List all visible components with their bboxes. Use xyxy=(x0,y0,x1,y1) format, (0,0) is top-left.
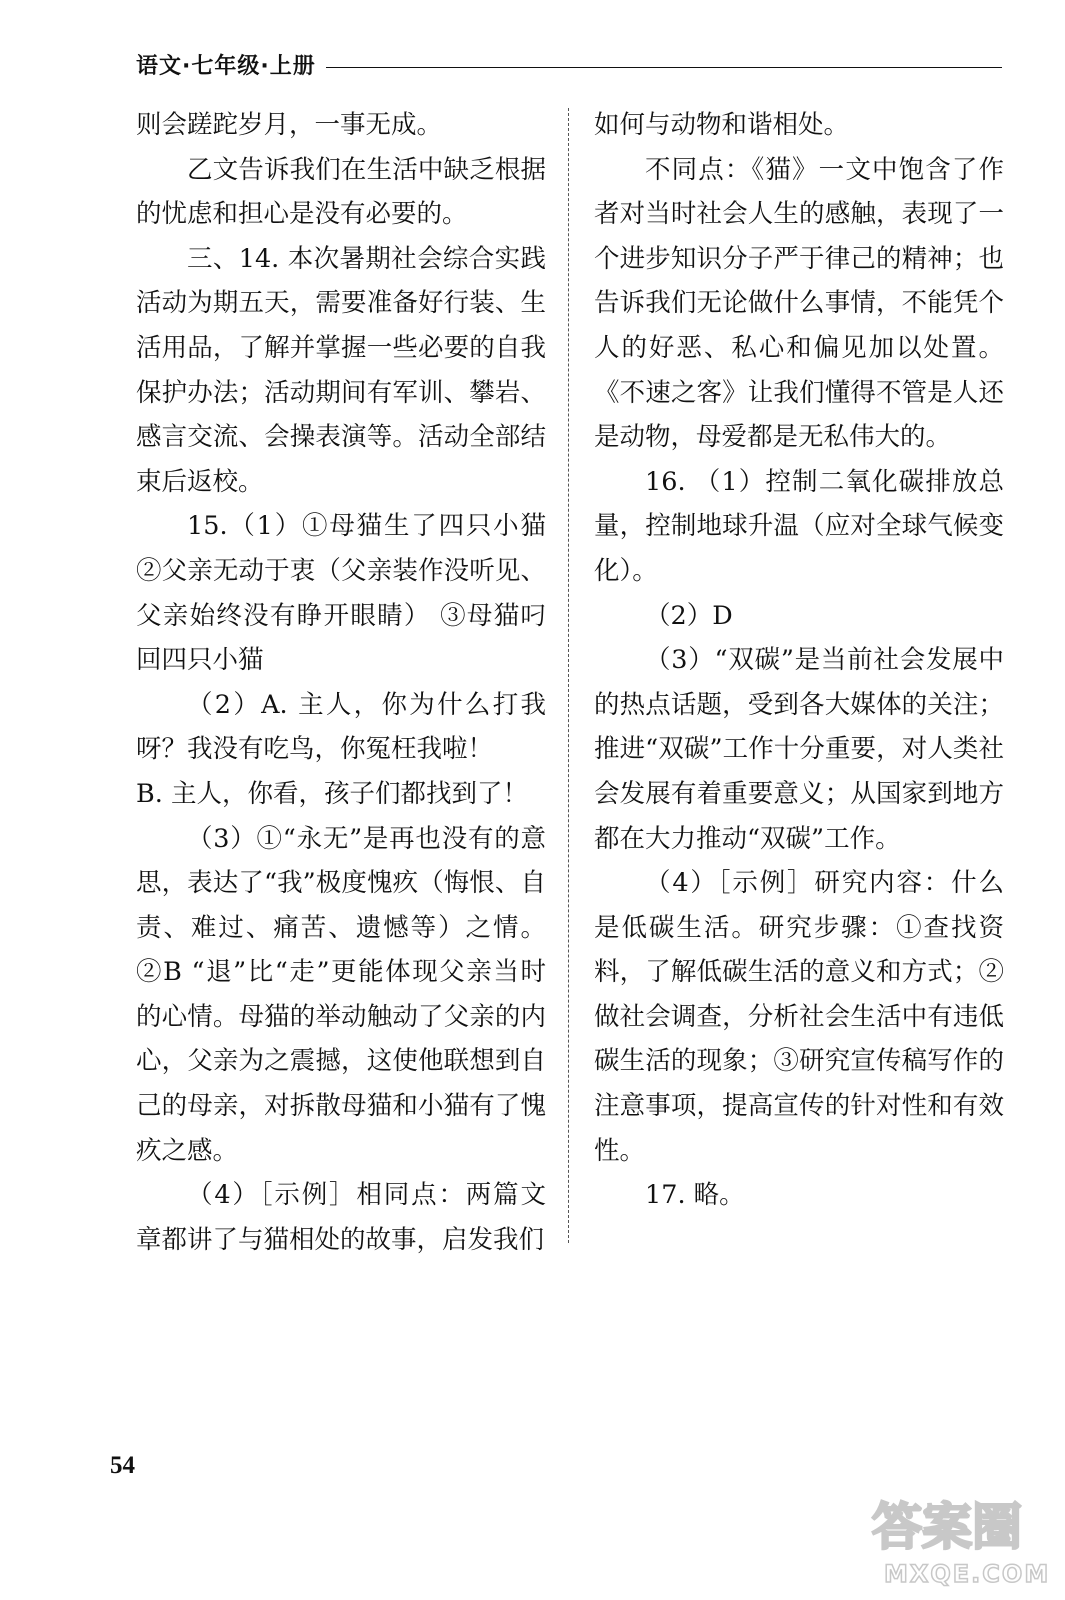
watermark-logo xyxy=(862,1482,1052,1592)
page-header xyxy=(136,52,1002,82)
watermark-logo-text: 答案圈 xyxy=(872,1498,1022,1556)
paragraph: 不同点：《猫》一文中饱含了作者对当时社会人生的感触，表现了一个进步知识分子严于律己的精神；也告诉我们无论做什么事情，不能凭个人的好恶、私心和偏见加以处置。《不速之客》让我们懂得不管是人还是动物，母爱都是无私伟大的。 xyxy=(594,154,1004,453)
watermark-url-text: MXQE.COM xyxy=(884,1560,1051,1588)
watermark-logo-graphic xyxy=(862,1482,1052,1592)
left-column xyxy=(136,103,546,1262)
paragraph: 则会蹉跎岁月，一事无成。 xyxy=(136,110,443,140)
paragraph: 三、14. 本次暑期社会综合实践活动为期五天，需要准备好行装、生活用品，了解并掌握一些必要的自我保护办法；活动期间有军训、攀岩、感言交流、会操表演等。活动全部结束后返校。 xyxy=(136,243,546,497)
paragraph: 乙文告诉我们在生活中缺乏根据的忧虑和担心是没有必要的。 xyxy=(136,154,546,230)
paragraph: 17. 略。 xyxy=(645,1180,745,1211)
paragraph: 16. （1）控制二氧化碳排放总量，控制地球升温（应对全球气候变化）。 xyxy=(594,466,1004,586)
paragraph: （4）［示例］相同点：两篇文章都讲了与猫相处的故事，启发我们 xyxy=(136,1180,546,1255)
paragraph: 如何与动物和谐相处。 xyxy=(594,110,850,140)
header-rule xyxy=(326,67,1002,68)
paragraph: 15.（1）①母猫生了四只小猫 ②父亲无动于衷（父亲装作没听见、父亲始终没有睁开眼睛） ③母猫叼回四只小猫 xyxy=(136,511,546,676)
header-title: 语文·七年级·上册 xyxy=(136,54,316,79)
right-column xyxy=(594,103,1004,1218)
column-divider xyxy=(568,108,569,1243)
paragraph: B. 主人，你看，孩子们都找到了！ xyxy=(136,778,528,809)
paragraph: （2）D xyxy=(645,600,733,631)
paragraph: （2）A. 主人，你为什么打我呀？我没有吃鸟，你冤枉我啦！ xyxy=(136,689,546,765)
paragraph: （3）①“永无”是再也没有的意思，表达了“我”极度愧疚（悔恨、自责、难过、痛苦、遗憾等）之情。②B “退”比“走”更能体现父亲当时的心情。母猫的举动触动了父亲的内心，父亲为之震撼，这使他联想到自己的母亲，对拆散母猫和小猫有了愧疚之感。 xyxy=(136,823,546,1166)
paragraph: （4）［示例］研究内容：什么是低碳生活。研究步骤：①查找资料，了解低碳生活的意义和方式；②做社会调查，分析社会生活中有违低碳生活的现象；③研究宣传稿写作的注意事项，提高宣传的针对性和有效性。 xyxy=(594,868,1004,1166)
paragraph: （3）“双碳”是当前社会发展中的热点话题，受到各大媒体的关注；推进“双碳”工作十分重要，对人类社会发展有着重要意义；从国家到地方都在大力推动“双碳”工作。 xyxy=(594,645,1004,854)
page-number: 54 xyxy=(110,1452,135,1479)
